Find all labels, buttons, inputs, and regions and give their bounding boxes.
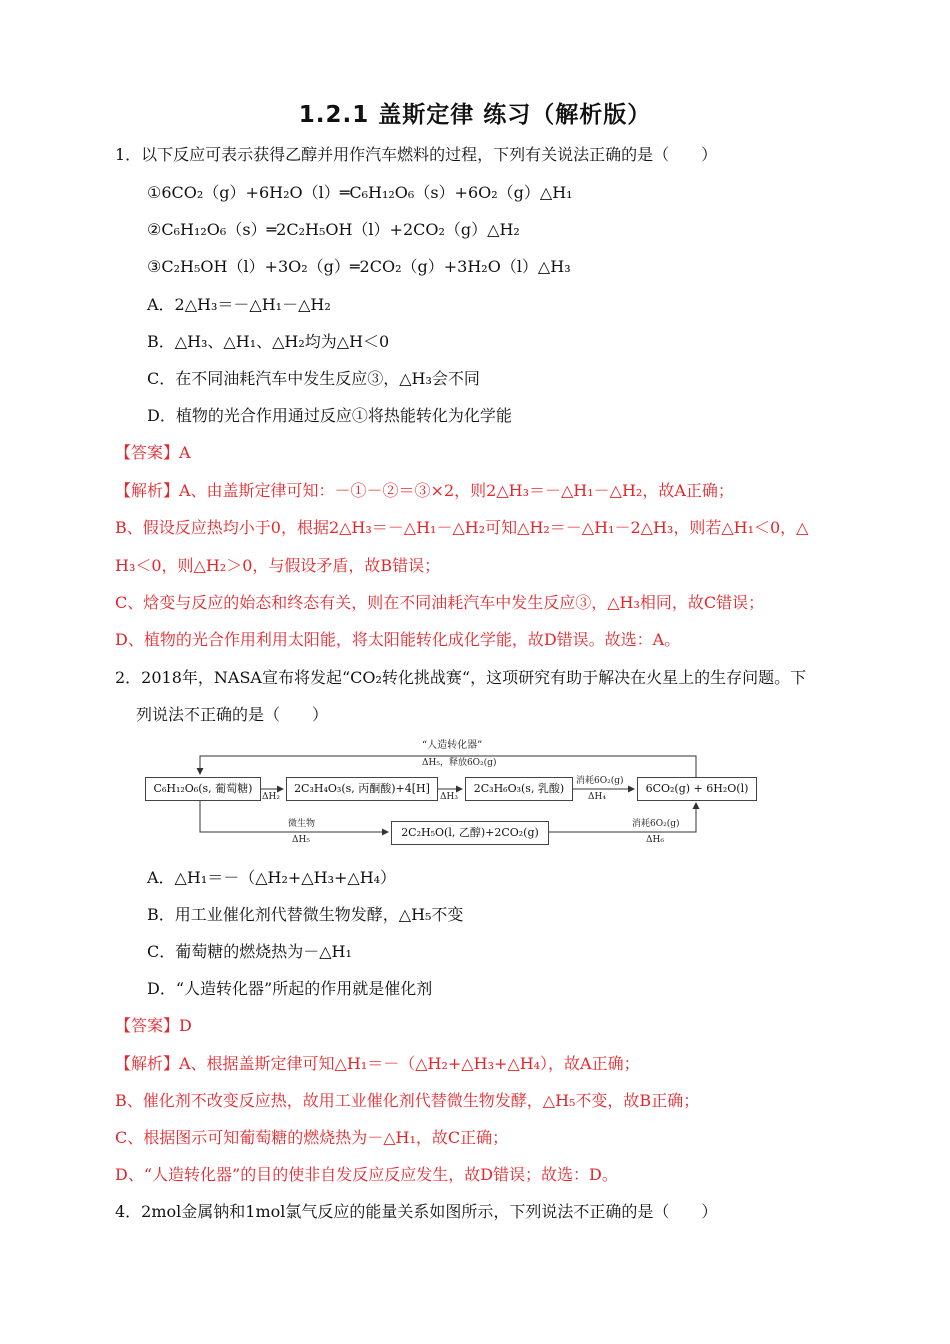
q1-option-b: B．△H₃、△H₁、△H₂均为△H＜0 [147, 332, 390, 351]
q1-explanation-3: H₃＜0，则△H₂＞0，与假设矛盾，故B错误； [115, 556, 441, 575]
q2-stem-2: 列说法不正确的是（ ） [136, 705, 329, 724]
q2-option-d: D．“人造转化器”所起的作用就是催化剂 [147, 979, 433, 998]
q4-stem: 4．2mol金属钠和1mol氯气反应的能量关系如图所示，下列说法不正确的是（ ） [115, 1202, 718, 1221]
label-dh5: ΔH₅ [292, 835, 310, 845]
label-consume-o2-1: 消耗6O₂(g) [576, 776, 624, 786]
q1-option-d: D．植物的光合作用通过反应①将热能转化为化学能 [147, 406, 512, 425]
q1-option-a: A．2△H₃＝－△H₁－△H₂ [147, 295, 331, 314]
top-label-1: “人造转化器” [422, 740, 483, 751]
q2-explanation-2: B、催化剂不改变反应热，故用工业催化剂代替微生物发酵，△H₅不变，故B正确； [115, 1091, 700, 1110]
q1-explanation-4: C、焓变与反应的始态和终态有关，则在不同油耗汽车中发生反应③，△H₃相同，故C错误； [115, 593, 765, 612]
q1-stem: 1．以下反应可表示获得乙醇并用作汽车燃料的过程，下列有关说法正确的是（ ） [115, 145, 718, 164]
q1-option-c: C．在不同油耗汽车中发生反应③，△H₃会不同 [147, 369, 480, 388]
q1-explanation-1: 【解析】A、由盖斯定律可知：－①－②＝③×2，则2△H₃＝－△H₁－△H₂，故A正确； [115, 481, 734, 500]
q1-explanation-2: B、假设反应热均小于0，根据2△H₃＝－△H₁－△H₂可知△H₂＝－△H₁－2△H₃，则若△H₁＜0，△ [115, 518, 809, 537]
q2-explanation-3: C、根据图示可知葡萄糖的燃烧热为－△H₁，故C正确； [115, 1128, 509, 1147]
q1-reaction-2: ②C₆H₁₂O₆（s）═2C₂H₅OH（l）+2CO₂（g）△H₂ [147, 220, 520, 239]
q2-explanation-4: D、“人造转化器”的目的使非自发反应反应发生，故D错误；故选：D。 [115, 1165, 618, 1184]
page-title: 1.2.1 盖斯定律 练习（解析版） [298, 102, 652, 128]
q2-explanation-1: 【解析】A、根据盖斯定律可知△H₁＝－（△H₂+△H₃+△H₄），故A正确； [115, 1054, 640, 1073]
label-dh3: ΔH₃ [440, 792, 458, 802]
label-dh2: ΔH₂ [262, 792, 280, 802]
box-products: 6CO₂(g) + 6H₂O(l) [637, 777, 757, 801]
q2-option-c: C．葡萄糖的燃烧热为－△H₁ [147, 942, 352, 961]
q2-stem-1: 2．2018年，NASA宣布将发起“CO₂转化挑战赛“，这项研究有助于解决在火星上的生存问题。下 [115, 668, 807, 687]
label-dh6: ΔH₆ [646, 835, 664, 845]
q2-answer: 【答案】D [115, 1016, 192, 1035]
reaction-pathway-diagram [140, 740, 760, 855]
label-consume-o2-2: 消耗6O₂(g) [632, 819, 680, 829]
label-microbe: 微生物 [288, 819, 316, 829]
q2-option-b: B．用工业催化剂代替微生物发酵，△H₅不变 [147, 905, 464, 924]
q1-explanation-5: D、植物的光合作用利用太阳能，将太阳能转化成化学能，故D错误。故选：A。 [115, 630, 681, 649]
box-lactate: 2C₃H₆O₃(s, 乳酸) [465, 777, 573, 801]
box-pyruvate: 2C₃H₄O₃(s, 丙酮酸)+4[H] [286, 777, 438, 801]
top-label-2: ΔH₅，释放6O₂(g) [422, 758, 497, 768]
q1-answer: 【答案】A [115, 443, 191, 462]
q1-reaction-3: ③C₂H₅OH（l）+3O₂（g）═2CO₂（g）+3H₂O（l）△H₃ [147, 257, 571, 276]
q2-option-a: A．△H₁＝－（△H₂+△H₃+△H₄） [147, 868, 397, 887]
q1-reaction-1: ①6CO₂（g）+6H₂O（l）═C₆H₁₂O₆（s）+6O₂（g）△H₁ [147, 183, 573, 202]
box-glucose: C₆H₁₂O₆(s, 葡萄糖) [145, 777, 261, 801]
label-dh4: ΔH₄ [588, 792, 606, 802]
box-ethanol: 2C₂H₅O(l, 乙醇)+2CO₂(g) [391, 821, 549, 845]
